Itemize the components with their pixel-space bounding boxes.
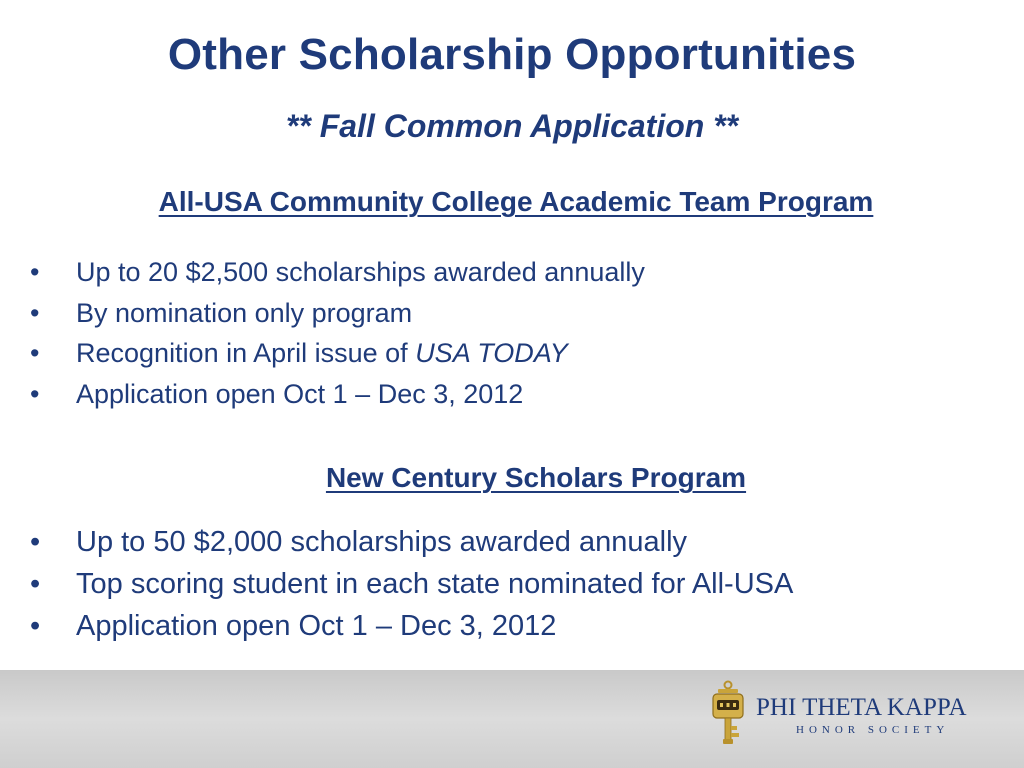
list-item (30, 335, 645, 376)
phi-theta-kappa-logo (708, 680, 1008, 750)
bullet-glyph: • (30, 297, 40, 328)
list-item (30, 564, 793, 606)
section-heading-all-usa: All-USA Community College Academic Team Program (158, 186, 874, 217)
bullet-glyph: • (30, 568, 41, 600)
bullet-glyph: • (30, 338, 40, 368)
list-item-text: Application open Oct 1 – Dec 3, 2012 (76, 610, 557, 642)
list-item-text: Recognition in April issue of (76, 338, 416, 368)
list-item (30, 254, 645, 295)
slide-title: Other Scholarship Opportunities (167, 30, 857, 79)
logo-tagline: HONOR SOCIETY (796, 724, 950, 736)
list-item-text: Application open Oct 1 – Dec 3, 2012 (76, 378, 524, 409)
key-icon (710, 680, 746, 746)
list-item (30, 522, 793, 564)
bullet-glyph: • (30, 257, 40, 287)
slide-subtitle: ** Fall Common Application ** (285, 108, 739, 144)
list-item-text: By nomination only program (76, 297, 413, 328)
list-item (30, 606, 793, 648)
list-item-text: Up to 50 $2,000 scholarships awarded annually (76, 526, 688, 558)
bullet-glyph: • (30, 610, 41, 642)
logo-name: PHI THETA KAPPA (756, 694, 967, 721)
publication-name: USA TODAY (415, 338, 568, 368)
list-item-text: Top scoring student in each state nominated for All-USA (76, 568, 794, 600)
list-item-text: Up to 20 $2,500 scholarships awarded annually (76, 257, 645, 287)
bullet-glyph: • (30, 378, 40, 409)
bullet-list-all-usa (30, 254, 645, 416)
list-item (30, 295, 645, 336)
bullet-glyph: • (30, 526, 41, 558)
bullet-list-new-century (30, 522, 793, 648)
list-item (30, 376, 645, 417)
section-heading-new-century: New Century Scholars Program (325, 462, 747, 493)
